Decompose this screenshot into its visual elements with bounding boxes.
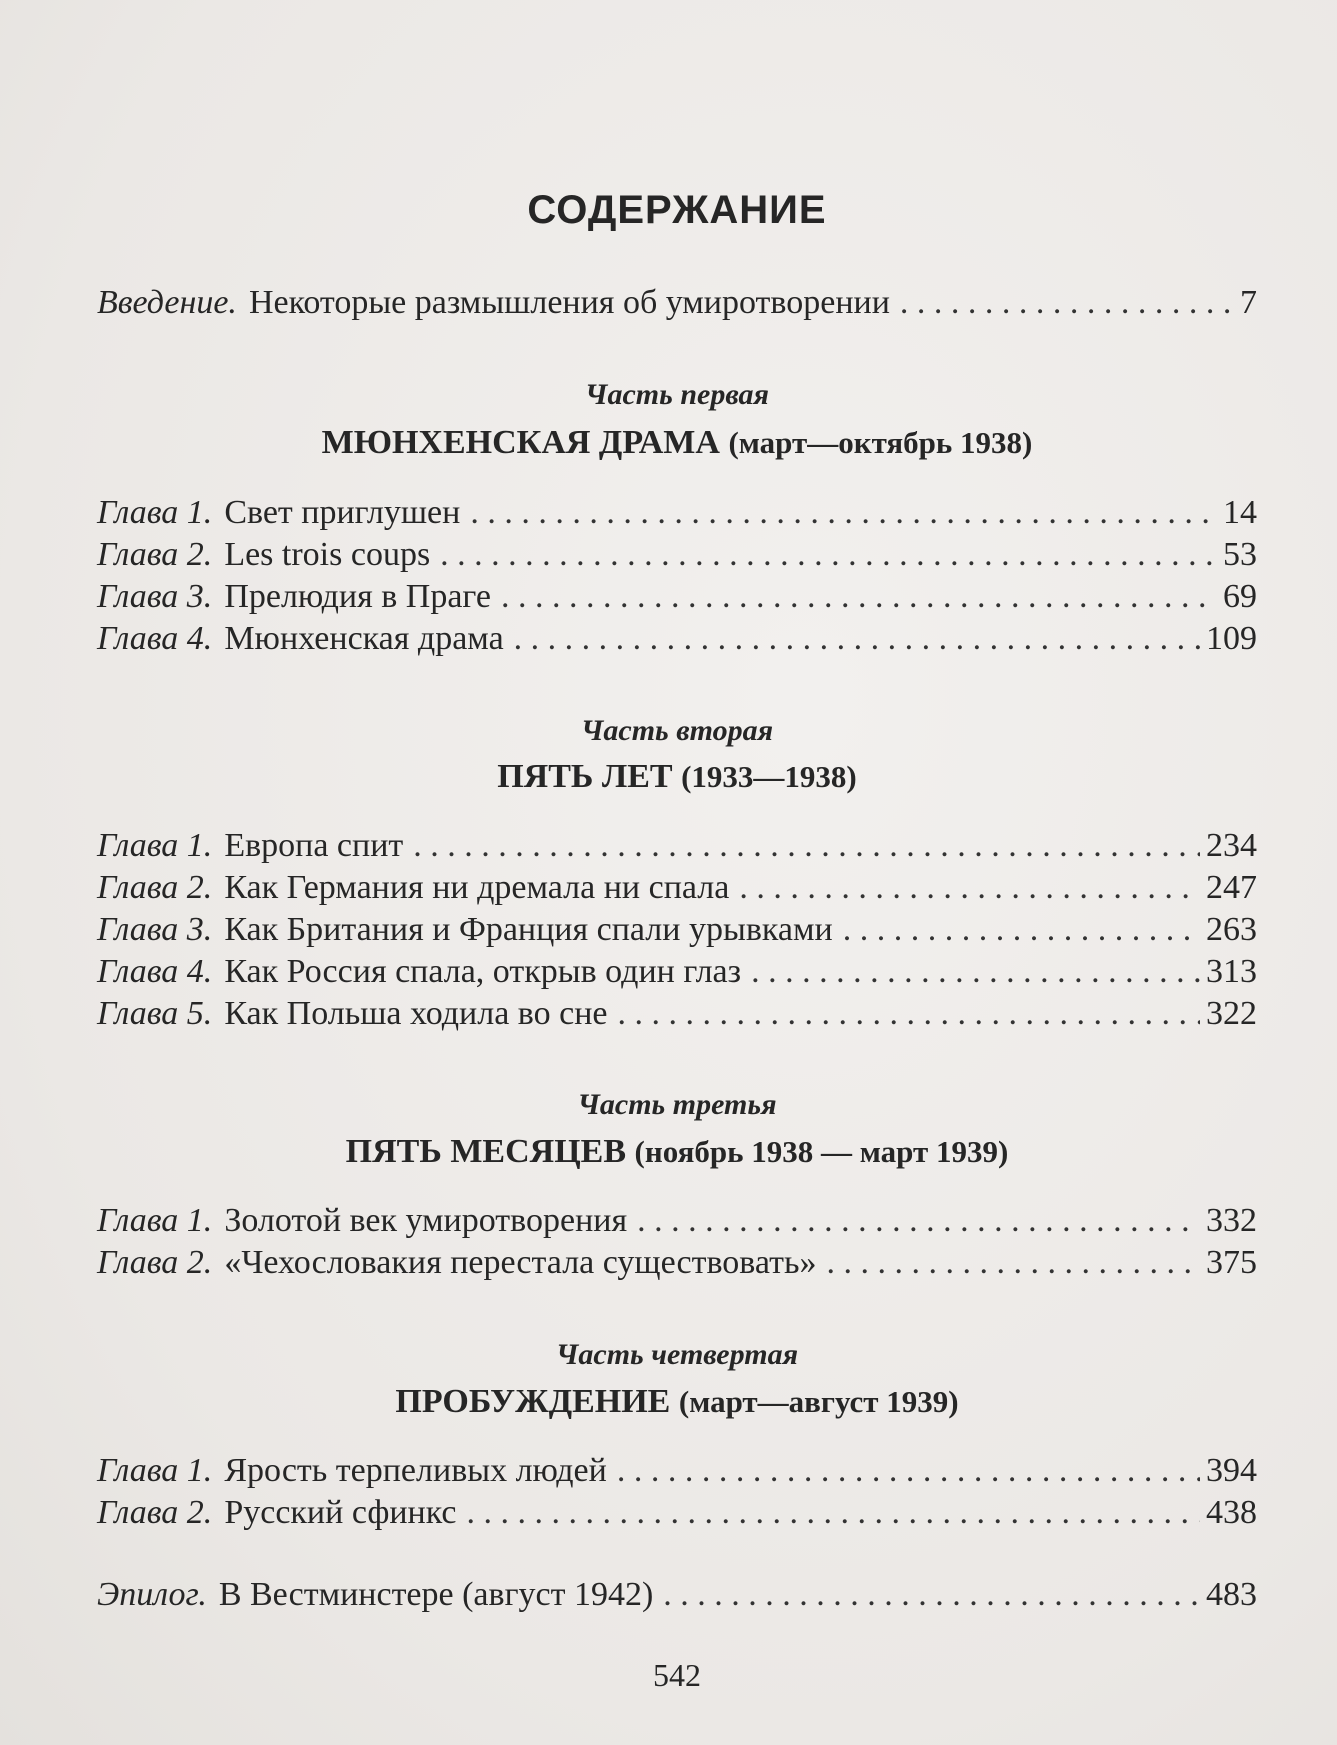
- part-4-dates: (март—август 1939): [678, 1384, 959, 1419]
- toc-entry-p2-ch3: [97, 910, 1257, 950]
- entry-page: 234: [1206, 827, 1257, 864]
- toc-entry-p1-ch1: [97, 493, 1257, 533]
- part-3-title: [97, 1133, 1257, 1171]
- entry-lead: Глава 1.: [97, 1202, 213, 1239]
- page-number: 542: [653, 1657, 701, 1693]
- entry-page: 109: [1206, 620, 1257, 657]
- entry-text: «Чехословакия перестала существовать»: [224, 1244, 817, 1281]
- entry-page: 53: [1223, 536, 1257, 573]
- entry-lead: Глава 1.: [97, 494, 213, 531]
- part-4-name: ПРОБУЖДЕНИЕ: [395, 1383, 671, 1420]
- entry-text: Как Германия ни дремала ни спала: [224, 869, 730, 906]
- leader-dots: [843, 910, 1200, 950]
- entry-page: 313: [1206, 953, 1257, 990]
- entry-page: 375: [1206, 1244, 1257, 1281]
- entry-lead: Глава 4.: [97, 620, 213, 657]
- toc-entry-p2-ch1: [97, 826, 1257, 866]
- part-1-dates: (март—октябрь 1938): [728, 425, 1033, 460]
- leader-dots: [501, 577, 1217, 617]
- toc-title: СОДЕРЖАНИЕ: [527, 188, 827, 232]
- entry-lead: Глава 1.: [97, 1452, 213, 1489]
- entry-lead: Глава 3.: [97, 911, 213, 948]
- part-4-title: [97, 1383, 1257, 1421]
- leader-dots: [637, 1201, 1200, 1241]
- part-4-label: Часть четвертая: [555, 1338, 799, 1371]
- entry-lead: Глава 1.: [97, 827, 213, 864]
- part-2-label: Часть вторая: [580, 714, 774, 747]
- part-3-name: ПЯТЬ МЕСЯЦЕВ: [345, 1133, 627, 1170]
- part-3-dates: (ноябрь 1938 — март 1939): [634, 1134, 1009, 1169]
- entry-lead: Глава 2.: [97, 1244, 213, 1281]
- toc-entry-p1-ch2: [97, 535, 1257, 575]
- leader-dots: [826, 1243, 1200, 1283]
- entry-page: 69: [1223, 578, 1257, 615]
- entry-text: Ярость терпеливых людей: [224, 1452, 607, 1489]
- leader-dots: [470, 493, 1217, 533]
- toc-entry-epilogue: [97, 1575, 1257, 1615]
- part-2-title: [97, 758, 1257, 796]
- entry-text: Как Россия спала, открыв один глаз: [224, 953, 742, 990]
- entry-text: Les trois coups: [224, 536, 431, 573]
- toc-entry-p3-ch2: [97, 1243, 1257, 1283]
- leader-dots: [900, 283, 1234, 323]
- entry-lead: Глава 2.: [97, 1494, 213, 1531]
- entry-lead: Глава 3.: [97, 578, 213, 615]
- entry-text: Русский сфинкс: [224, 1494, 457, 1531]
- entry-text: Некоторые размышления об умиротворении: [248, 284, 890, 321]
- leader-dots: [663, 1575, 1200, 1615]
- toc-entry-p2-ch5: [97, 994, 1257, 1034]
- entry-page: 7: [1240, 284, 1257, 321]
- entry-page: 394: [1206, 1452, 1257, 1489]
- part-1-name: МЮНХЕНСКАЯ ДРАМА: [321, 424, 720, 461]
- toc-entry-p1-ch4: [97, 619, 1257, 659]
- toc-entry-p2-ch4: [97, 952, 1257, 992]
- entry-lead: Введение.: [97, 284, 237, 321]
- entry-lead: Глава 2.: [97, 869, 213, 906]
- entry-page: 263: [1206, 911, 1257, 948]
- entry-text: Прелюдия в Праге: [224, 578, 492, 615]
- part-2-dates: (1933—1938): [681, 759, 857, 794]
- toc-entry-p4-ch2: [97, 1493, 1257, 1533]
- entry-page: 438: [1206, 1494, 1257, 1531]
- leader-dots: [514, 619, 1200, 659]
- leader-dots: [413, 826, 1200, 866]
- entry-page: 247: [1206, 869, 1257, 906]
- entry-lead: Глава 5.: [97, 995, 213, 1032]
- toc-entry-p1-ch3: [97, 577, 1257, 617]
- part-1-label: Часть первая: [585, 378, 769, 411]
- entry-text: Европа спит: [224, 827, 404, 864]
- entry-text: Свет приглушен: [224, 494, 461, 531]
- entry-lead: Эпилог.: [97, 1576, 207, 1613]
- entry-page: 322: [1206, 995, 1257, 1032]
- leader-dots: [617, 1451, 1200, 1491]
- entry-text: Золотой век умиротворения: [224, 1202, 628, 1239]
- toc-entry-p2-ch2: [97, 868, 1257, 908]
- leader-dots: [440, 535, 1217, 575]
- part-2-name: ПЯТЬ ЛЕТ: [497, 758, 673, 795]
- entry-text: Как Британия и Франция спали урывками: [224, 911, 833, 948]
- entry-lead: Глава 4.: [97, 953, 213, 990]
- entry-text: Мюнхенская драма: [224, 620, 504, 657]
- entry-page: 332: [1206, 1202, 1257, 1239]
- leader-dots: [467, 1493, 1200, 1533]
- entry-page: 14: [1223, 494, 1257, 531]
- toc-entry-p3-ch1: [97, 1201, 1257, 1241]
- entry-text: Как Польша ходила во сне: [224, 995, 608, 1032]
- part-3-label: Часть третья: [577, 1088, 777, 1121]
- entry-page: 483: [1206, 1576, 1257, 1613]
- toc-entry-p4-ch1: [97, 1451, 1257, 1491]
- leader-dots: [739, 868, 1200, 908]
- entry-text: В Вестминстере (август 1942): [218, 1576, 654, 1613]
- leader-dots: [751, 952, 1200, 992]
- toc-entry-intro: [97, 283, 1257, 323]
- part-1-title: [97, 424, 1257, 462]
- leader-dots: [617, 994, 1200, 1034]
- entry-lead: Глава 2.: [97, 536, 213, 573]
